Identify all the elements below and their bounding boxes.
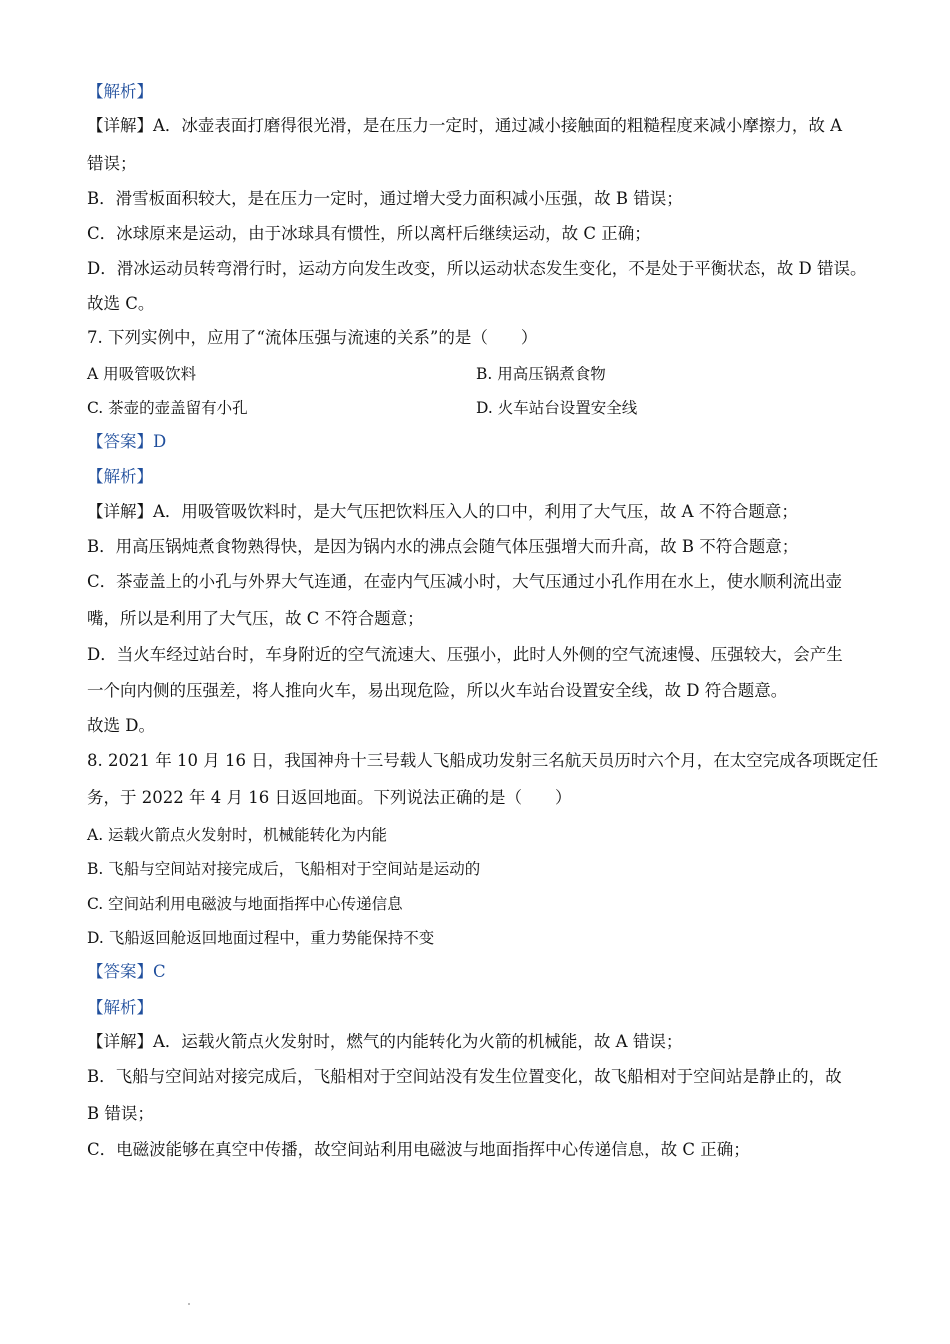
detail-line: B．飞船与空间站对接完成后，飞船相对于空间站没有发生位置变化，故飞船相对于空间站是静止的，故	[87, 1067, 842, 1086]
detail-line: D．滑冰运动员转弯滑行时，运动方向发生改变，所以运动状态发生变化，不是处于平衡状态，故 D 错误。	[87, 259, 867, 278]
detail-line: 嘴，所以是利用了大气压，故 C 不符合题意；	[87, 609, 424, 628]
detail-line: D．当火车经过站台时，车身附近的空气流速大、压强小，此时人外侧的空气流速慢、压强较大，会产生	[87, 645, 843, 664]
detail-line: 一个向内侧的压强差，将人推向火车，易出现危险，所以火车站台设置安全线，故 D 符合题意。	[87, 681, 788, 700]
q8-option-c: C. 空间站利用电磁波与地面指挥中心传递信息	[87, 895, 403, 913]
question-7: 7. 下列实例中，应用了“流体压强与流速的关系”的是（ ）	[87, 328, 538, 347]
q8-option-a: A. 运载火箭点火发射时，机械能转化为内能	[87, 826, 388, 844]
detail-line: 错误；	[87, 154, 137, 173]
selection-line: 故选 D。	[87, 716, 155, 735]
q8-option-b: B. 飞船与空间站对接完成后，飞船相对于空间站是运动的	[87, 860, 481, 878]
detail-line: C．冰球原来是运动，由于冰球具有惯性，所以离杆后继续运动，故 C 正确；	[87, 224, 651, 243]
detail-line: B 错误；	[87, 1104, 154, 1123]
detail-line: C．电磁波能够在真空中传播，故空间站利用电磁波与地面指挥中心传递信息，故 C 正确；	[87, 1140, 750, 1159]
q7-option-d: D. 火车站台设置安全线	[476, 399, 638, 417]
q8-option-d: D. 飞船返回舱返回地面过程中，重力势能保持不变	[87, 929, 435, 947]
q8-analysis-label: 【解析】	[87, 998, 153, 1017]
q7-option-b: B. 用高压锅煮食物	[476, 365, 606, 383]
question-8: 8. 2021 年 10 月 16 日，我国神舟十三号载人飞船成功发射三名航天员历时六个月，在太空完成各项既定任	[87, 751, 879, 770]
detail-line: C．茶壶盖上的小孔与外界大气连通，在壶内气压减小时，大气压通过小孔作用在水上，使水顺利流出壶	[87, 572, 843, 591]
detail-line: 【详解】A．用吸管吸饮料时，是大气压把饮料压入人的口中，利用了大气压，故 A 不符合题意；	[87, 502, 798, 521]
page-speck	[188, 1303, 190, 1305]
q7-option-a: A 用吸管吸饮料	[87, 365, 197, 383]
detail-line: 【详解】A．运载火箭点火发射时，燃气的内能转化为火箭的机械能，故 A 错误；	[87, 1032, 683, 1051]
q7-option-c: C. 茶壶的壶盖留有小孔	[87, 399, 248, 417]
detail-line: 【详解】A．冰壶表面打磨得很光滑，是在压力一定时，通过减小接触面的粗糙程度来减小摩擦力，故 A	[87, 116, 843, 135]
q7-analysis-label: 【解析】	[87, 467, 153, 486]
detail-line: B．用高压锅炖煮食物熟得快，是因为锅内水的沸点会随气体压强增大而升高，故 B 不符合题意；	[87, 537, 799, 556]
question-8-cont: 务，于 2022 年 4 月 16 日返回地面。下列说法正确的是（ ）	[87, 788, 572, 807]
q8-answer: 【答案】C	[87, 962, 166, 981]
q7-answer: 【答案】D	[87, 432, 167, 451]
detail-line: B．滑雪板面积较大，是在压力一定时，通过增大受力面积减小压强，故 B 错误；	[87, 189, 683, 208]
analysis-label: 【解析】	[87, 82, 153, 101]
selection-line: 故选 C。	[87, 294, 155, 313]
